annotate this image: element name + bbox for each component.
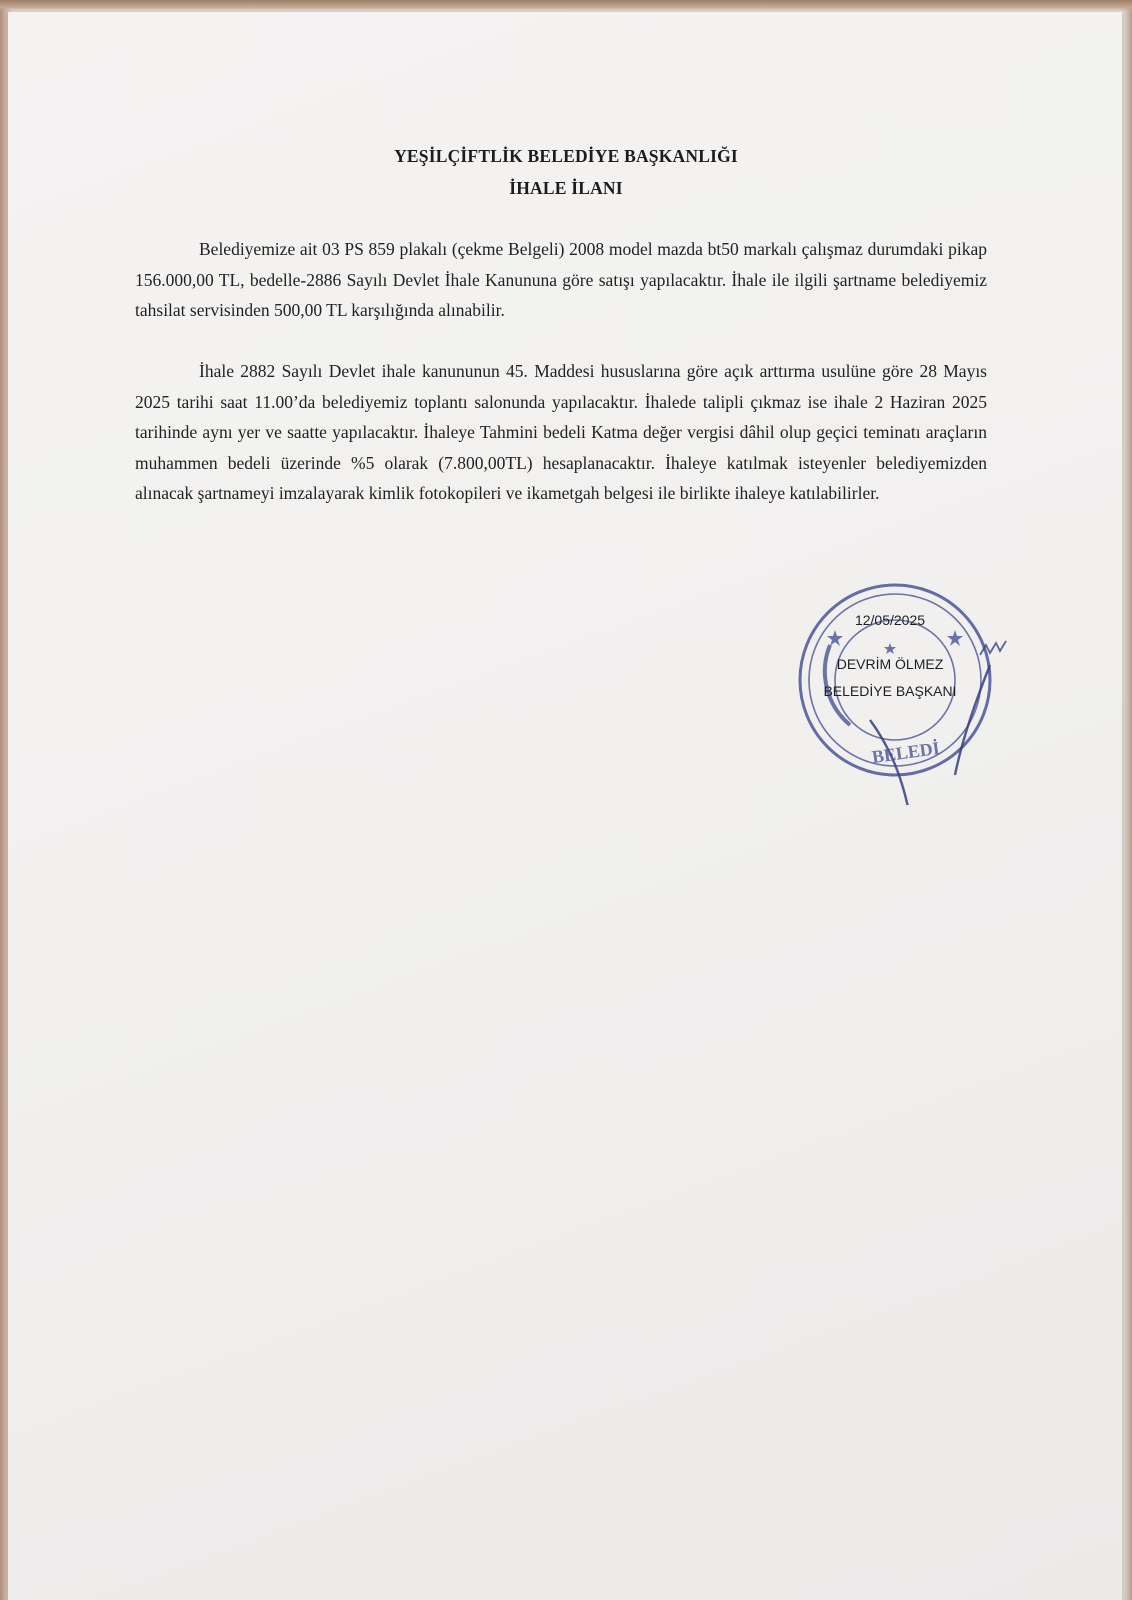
official-stamp (790, 575, 1020, 805)
document-title: YEŞİLÇİFTLİK BELEDİYE BAŞKANLIĞI (394, 146, 738, 166)
paragraph-2: İhale 2882 Sayılı Devlet ihale kanununun 45. Maddesi hususlarına göre açık arttırma usulüne göre 28 Mayıs 2025 tarihi saat 11.00’da belediyemiz toplantı salonunda yapılacaktır. İhalede talipli çıkmaz ise ihale 2 Haziran 2025 tarihinde aynı yer ve saatte yapılacaktır. İhaleye Tahmini bedeli Katma değer vergisi dâhil olup geçici teminatı araçların muhammen bedeli üzerinde %5 olarak (7.800,00TL) hesaplanacaktır. İhaleye katılmak isteyenler belediyemizden alınacak şartnameyi imzalayarak kimlik fotokopileri ve ikametgah belgesi ile birlikte ihaleye katılabilirler. (135, 361, 987, 503)
desk-edge (0, 0, 1132, 12)
signatory-role: BELEDİYE BAŞKANI (823, 683, 957, 699)
signatory-name: DEVRİM ÖLMEZ (836, 656, 944, 672)
stamp-ring-text: BELEDİ (870, 737, 941, 768)
paragraph-1: Belediyemize ait 03 PS 859 plakalı (çekme Belgeli) 2008 model mazda bt50 markalı çalışmaz durumdaki pikap 156.000,00 TL, bedelle-2886 Sayılı Devlet İhale Kanununa göre satışı yapılacaktır. İhale ile ilgili şartname belediyemiz tahsilat servisinden 500,00 TL karşılığında alınabilir. (135, 239, 987, 320)
document-subtitle: İHALE İLANI (509, 178, 623, 198)
signature-date: 12/05/2025 (854, 612, 926, 628)
